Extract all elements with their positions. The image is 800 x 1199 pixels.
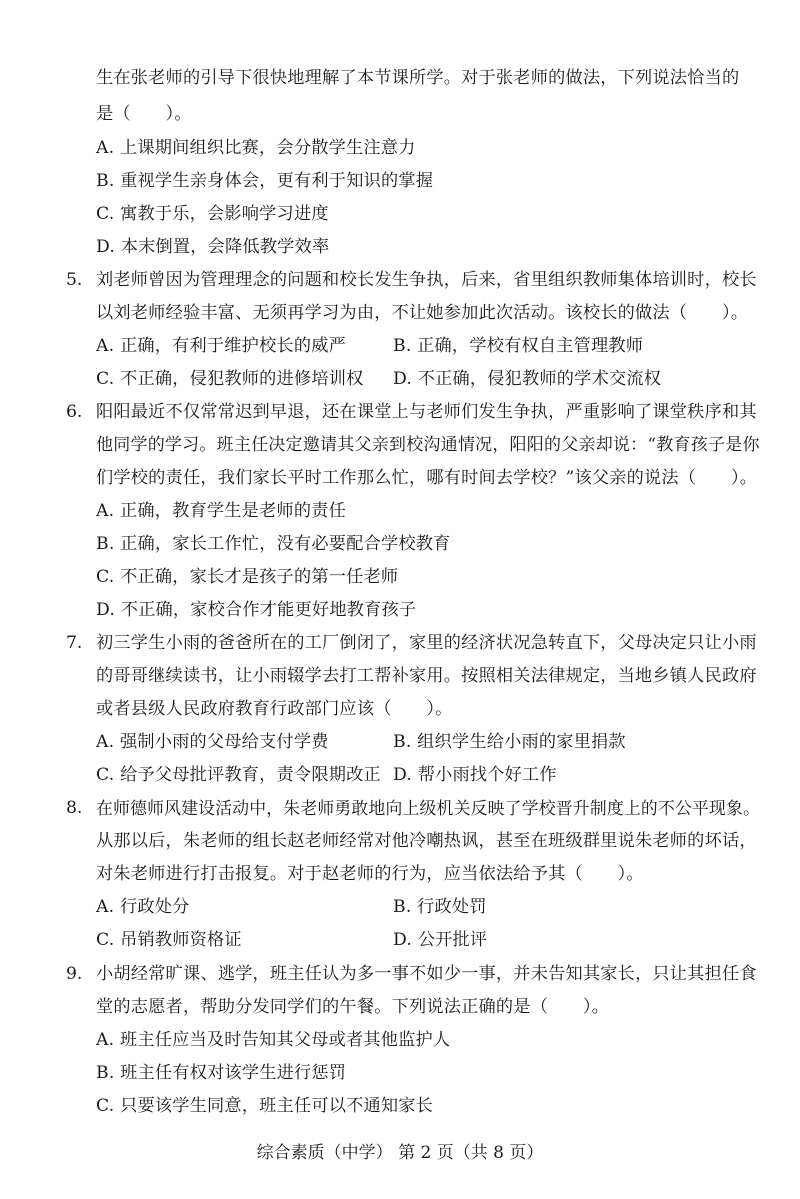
- q6-number: 6.: [66, 402, 83, 422]
- q8-option-b: B. 行政处罚: [393, 897, 487, 917]
- q7-stem-line-2: 的哥哥继续读书，让小雨辍学去打工帮补家用。按照相关法律规定，当地乡镇人民政府: [96, 666, 757, 686]
- q4-stem-line-1: 生在张老师的引导下很快地理解了本节课所学。对于张老师的做法，下列说法恰当的: [96, 68, 740, 88]
- q6-option-d: D. 不正确，家校合作才能更好地教育孩子: [96, 600, 417, 620]
- q8-stem-line-1: 在师德师风建设活动中，朱老师勇敢地向上级机关反映了学校晋升制度上的不公平现象。: [96, 798, 761, 818]
- q4-option-c: C. 寓教于乐，会影响学习进度: [96, 204, 329, 224]
- q7-option-d: D. 帮小雨找个好工作: [393, 765, 557, 785]
- q9-number: 9.: [66, 964, 83, 984]
- q6-option-a: A. 正确，教育学生是老师的责任: [96, 501, 346, 521]
- q5-option-a: A. 正确，有利于维护校长的威严: [96, 336, 346, 356]
- q6-stem-line-2: 他同学的学习。班主任决定邀请其父亲到校沟通情况，阳阳的父亲却说：“教育孩子是你: [96, 435, 760, 455]
- page-footer: 综合素质（中学） 第 2 页（共 8 页）: [256, 1143, 544, 1163]
- q9-option-b: B. 班主任有权对该学生进行惩罚: [96, 1063, 347, 1083]
- q8-number: 8.: [66, 798, 83, 818]
- q6-stem-line-3: 们学校的责任，我们家长平时工作那么忙，哪有时间去学校？”该父亲的说法（ ）。: [96, 468, 758, 488]
- q8-option-a: A. 行政处分: [96, 897, 190, 917]
- q9-stem-line-2: 堂的志愿者，帮助分发同学们的午餐。下列说法正确的是（ ）。: [96, 997, 610, 1017]
- q9-stem-line-1: 小胡经常旷课、逃学，班主任认为多一事不如少一事，并未告知其家长，只让其担任食: [96, 964, 757, 984]
- q5-option-d: D. 不正确，侵犯教师的学术交流权: [393, 369, 662, 389]
- q5-stem-line-1: 刘老师曾因为管理理念的问题和校长发生争执，后来，省里组织教师集体培训时，校长: [96, 270, 757, 290]
- q7-number: 7.: [66, 633, 83, 653]
- q5-stem-line-2: 以刘老师经验丰富、无须再学习为由，不让她参加此次活动。该校长的做法（ ）。: [96, 303, 749, 323]
- q6-stem-line-1: 阳阳最近不仅常常迟到早退，还在课堂上与老师们发生争执，严重影响了课堂秩序和其: [96, 402, 757, 422]
- q6-option-c: C. 不正确，家长才是孩子的第一任老师: [96, 567, 399, 587]
- q4-option-b: B. 重视学生亲身体会，更有利于知识的掌握: [96, 171, 434, 191]
- q8-stem-line-2: 从那以后，朱老师的组长赵老师经常对他冷嘲热讽，甚至在班级群里说朱老师的坏话，: [96, 831, 757, 851]
- q9-option-c: C. 只要该学生同意，班主任可以不通知家长: [96, 1096, 434, 1116]
- q5-option-b: B. 正确，学校有权自主管理教师: [393, 336, 644, 356]
- q7-stem-line-3: 或者县级人民政府教育行政部门应该（ ）。: [96, 699, 453, 719]
- q5-number: 5.: [66, 270, 83, 290]
- q5-option-c: C. 不正确，侵犯教师的进修培训权: [96, 369, 364, 389]
- q7-stem-line-1: 初三学生小雨的爸爸所在的工厂倒闭了，家里的经济状况急转直下，父母决定只让小雨: [96, 633, 757, 653]
- q9-option-a: A. 班主任应当及时告知其父母或者其他监护人: [96, 1030, 451, 1050]
- q4-option-a: A. 上课期间组织比赛，会分散学生注意力: [96, 138, 416, 158]
- q8-option-d: D. 公开批评: [393, 930, 488, 950]
- q4-option-d: D. 本末倒置，会降低教学效率: [96, 237, 330, 257]
- q7-option-c: C. 给予父母批评教育，责令限期改正: [96, 765, 381, 785]
- q8-stem-line-3: 对朱老师进行打击报复。对于赵老师的行为，应当依法给予其（ ）。: [96, 864, 644, 884]
- q8-option-c: C. 吊销教师资格证: [96, 930, 242, 950]
- q7-option-a: A. 强制小雨的父母给支付学费: [96, 732, 329, 752]
- q7-option-b: B. 组织学生给小雨的家里捐款: [393, 732, 626, 752]
- q6-option-b: B. 正确，家长工作忙，没有必要配合学校教育: [96, 534, 451, 554]
- q4-stem-line-2: 是（ ）。: [96, 104, 192, 124]
